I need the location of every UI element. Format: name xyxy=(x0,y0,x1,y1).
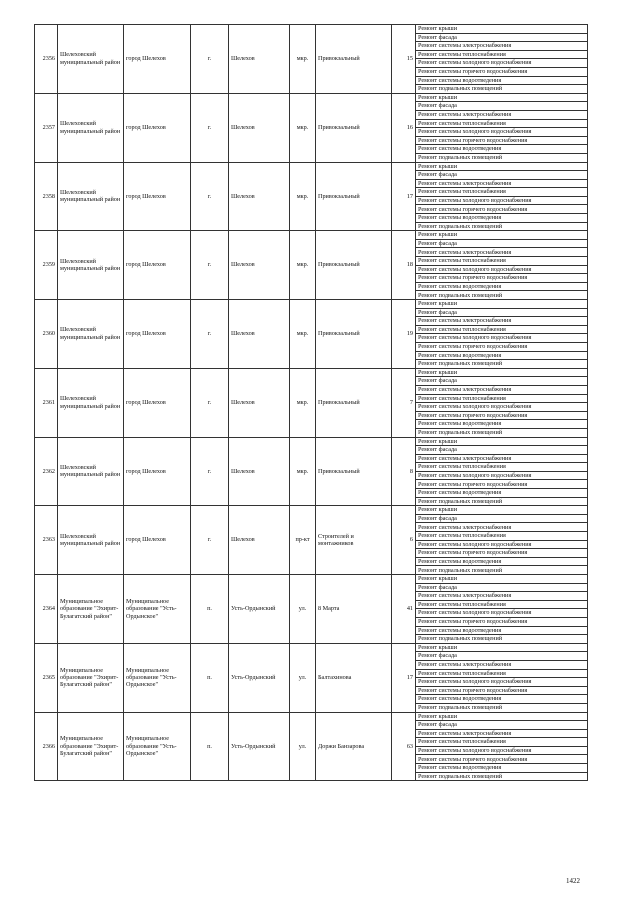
street-type-cell: ул. xyxy=(290,643,316,712)
district-cell: Шелеховский муниципальный район xyxy=(58,300,124,369)
record-number: 2356 xyxy=(35,25,58,94)
settlement-cell: Муниципальное образование "Усть-Ордынское" xyxy=(124,643,191,712)
street-type-cell: ул. xyxy=(290,712,316,781)
district-cell: Шелеховский муниципальный район xyxy=(58,93,124,162)
work-type-cell: Ремонт системы горячего водоснабжения xyxy=(416,67,588,76)
work-type-cell: Ремонт системы теплоснабжения xyxy=(416,463,588,472)
record-number: 2363 xyxy=(35,506,58,575)
house-number-cell: 19 xyxy=(392,300,416,369)
work-type-cell: Ремонт системы холодного водоснабжения xyxy=(416,678,588,687)
work-type-cell: Ремонт фасада xyxy=(416,652,588,661)
work-type-cell: Ремонт системы горячего водоснабжения xyxy=(416,136,588,145)
work-type-cell: Ремонт крыши xyxy=(416,712,588,721)
work-type-cell: Ремонт системы горячего водоснабжения xyxy=(416,411,588,420)
work-type-cell: Ремонт подвальных помещений xyxy=(416,222,588,231)
work-type-cell: Ремонт системы горячего водоснабжения xyxy=(416,755,588,764)
house-number-cell: 8 xyxy=(392,437,416,506)
locality-cell: Шелехов xyxy=(229,25,290,94)
table-row xyxy=(35,575,588,584)
street-type-cell: пр-кт xyxy=(290,506,316,575)
work-type-cell: Ремонт крыши xyxy=(416,25,588,34)
record-number: 2359 xyxy=(35,231,58,300)
street-type-cell: мкр. xyxy=(290,300,316,369)
work-type-cell: Ремонт системы водоотведения xyxy=(416,76,588,85)
work-type-cell: Ремонт подвальных помещений xyxy=(416,85,588,94)
work-type-cell: Ремонт крыши xyxy=(416,368,588,377)
work-type-cell: Ремонт системы водоотведения xyxy=(416,145,588,154)
work-type-cell: Ремонт системы горячего водоснабжения xyxy=(416,274,588,283)
locality-type-cell: г. xyxy=(191,506,229,575)
record-number: 2365 xyxy=(35,643,58,712)
work-type-cell: Ремонт фасада xyxy=(416,33,588,42)
work-type-cell: Ремонт системы электроснабжения xyxy=(416,42,588,51)
locality-cell: Усть-Ордынский xyxy=(229,575,290,644)
street-cell: Привокзальный xyxy=(316,437,392,506)
street-cell: Балтахинова xyxy=(316,643,392,712)
work-type-cell: Ремонт подвальных помещений xyxy=(416,428,588,437)
district-cell: Шелеховский муниципальный район xyxy=(58,231,124,300)
street-cell: Привокзальный xyxy=(316,231,392,300)
work-type-cell: Ремонт системы водоотведения xyxy=(416,764,588,773)
work-type-cell: Ремонт системы теплоснабжения xyxy=(416,257,588,266)
street-cell: Привокзальный xyxy=(316,25,392,94)
street-type-cell: ул. xyxy=(290,575,316,644)
work-type-cell: Ремонт подвальных помещений xyxy=(416,291,588,300)
street-type-cell: мкр. xyxy=(290,368,316,437)
work-type-cell: Ремонт крыши xyxy=(416,643,588,652)
work-type-cell: Ремонт системы водоотведения xyxy=(416,214,588,223)
record-number: 2366 xyxy=(35,712,58,781)
work-type-cell: Ремонт фасада xyxy=(416,514,588,523)
work-type-cell: Ремонт системы электроснабжения xyxy=(416,523,588,532)
work-type-cell: Ремонт системы холодного водоснабжения xyxy=(416,128,588,137)
work-type-cell: Ремонт системы горячего водоснабжения xyxy=(416,549,588,558)
work-type-cell: Ремонт фасада xyxy=(416,446,588,455)
work-type-cell: Ремонт фасада xyxy=(416,583,588,592)
table-row xyxy=(35,643,588,652)
street-type-cell: мкр. xyxy=(290,25,316,94)
work-type-cell: Ремонт фасада xyxy=(416,102,588,111)
street-cell: 8 Марта xyxy=(316,575,392,644)
work-type-cell: Ремонт системы водоотведения xyxy=(416,489,588,498)
work-type-cell: Ремонт системы холодного водоснабжения xyxy=(416,540,588,549)
record-number: 2361 xyxy=(35,368,58,437)
work-type-cell: Ремонт системы электроснабжения xyxy=(416,454,588,463)
work-type-cell: Ремонт системы электроснабжения xyxy=(416,248,588,257)
settlement-cell: город Шелехов xyxy=(124,231,191,300)
locality-type-cell: г. xyxy=(191,231,229,300)
work-type-cell: Ремонт системы теплоснабжения xyxy=(416,325,588,334)
locality-type-cell: г. xyxy=(191,162,229,231)
district-cell: Муниципальное образование "Эхирит-Булагатский район" xyxy=(58,575,124,644)
work-type-cell: Ремонт системы электроснабжения xyxy=(416,592,588,601)
work-type-cell: Ремонт фасада xyxy=(416,721,588,730)
work-type-cell: Ремонт системы электроснабжения xyxy=(416,660,588,669)
house-number-cell: 15 xyxy=(392,25,416,94)
table-row xyxy=(35,93,588,102)
settlement-cell: город Шелехов xyxy=(124,93,191,162)
district-cell: Шелеховский муниципальный район xyxy=(58,506,124,575)
locality-cell: Шелехов xyxy=(229,300,290,369)
work-type-cell: Ремонт крыши xyxy=(416,162,588,171)
page-number: 1422 xyxy=(566,877,580,885)
work-type-cell: Ремонт системы горячего водоснабжения xyxy=(416,617,588,626)
district-cell: Шелеховский муниципальный район xyxy=(58,25,124,94)
work-type-cell: Ремонт системы теплоснабжения xyxy=(416,50,588,59)
street-cell: Привокзальный xyxy=(316,162,392,231)
work-type-cell: Ремонт системы горячего водоснабжения xyxy=(416,480,588,489)
locality-cell: Усть-Ордынский xyxy=(229,712,290,781)
table-row xyxy=(35,162,588,171)
table-row xyxy=(35,231,588,240)
street-cell: Доржи Банзарова xyxy=(316,712,392,781)
work-type-cell: Ремонт системы водоотведения xyxy=(416,282,588,291)
work-type-cell: Ремонт фасада xyxy=(416,308,588,317)
work-type-cell: Ремонт подвальных помещений xyxy=(416,153,588,162)
settlement-cell: город Шелехов xyxy=(124,25,191,94)
house-number-cell: 18 xyxy=(392,231,416,300)
work-type-cell: Ремонт фасада xyxy=(416,377,588,386)
work-type-cell: Ремонт фасада xyxy=(416,239,588,248)
work-type-cell: Ремонт крыши xyxy=(416,300,588,309)
work-type-cell: Ремонт системы электроснабжения xyxy=(416,110,588,119)
work-type-cell: Ремонт системы холодного водоснабжения xyxy=(416,265,588,274)
house-number-cell: 63 xyxy=(392,712,416,781)
work-type-cell: Ремонт системы теплоснабжения xyxy=(416,669,588,678)
house-number-cell: 17 xyxy=(392,643,416,712)
locality-type-cell: г. xyxy=(191,437,229,506)
street-type-cell: мкр. xyxy=(290,437,316,506)
work-type-cell: Ремонт крыши xyxy=(416,231,588,240)
settlement-cell: Муниципальное образование "Усть-Ордынское" xyxy=(124,712,191,781)
work-type-cell: Ремонт подвальных помещений xyxy=(416,497,588,506)
house-number-cell: 16 xyxy=(392,93,416,162)
street-cell: Привокзальный xyxy=(316,93,392,162)
record-number: 2358 xyxy=(35,162,58,231)
district-cell: Шелеховский муниципальный район xyxy=(58,162,124,231)
work-type-cell: Ремонт системы холодного водоснабжения xyxy=(416,196,588,205)
street-cell: Привокзальный xyxy=(316,300,392,369)
locality-type-cell: г. xyxy=(191,93,229,162)
locality-type-cell: г. xyxy=(191,368,229,437)
work-type-cell: Ремонт системы электроснабжения xyxy=(416,317,588,326)
settlement-cell: город Шелехов xyxy=(124,300,191,369)
locality-type-cell: п. xyxy=(191,575,229,644)
table-row xyxy=(35,300,588,309)
settlement-cell: город Шелехов xyxy=(124,162,191,231)
work-type-cell: Ремонт подвальных помещений xyxy=(416,772,588,781)
work-type-cell: Ремонт крыши xyxy=(416,437,588,446)
settlement-cell: город Шелехов xyxy=(124,437,191,506)
work-type-cell: Ремонт фасада xyxy=(416,171,588,180)
district-cell: Муниципальное образование "Эхирит-Булагатский район" xyxy=(58,643,124,712)
locality-cell: Усть-Ордынский xyxy=(229,643,290,712)
work-type-cell: Ремонт системы теплоснабжения xyxy=(416,600,588,609)
district-cell: Муниципальное образование "Эхирит-Булагатский район" xyxy=(58,712,124,781)
work-type-cell: Ремонт системы теплоснабжения xyxy=(416,738,588,747)
settlement-cell: город Шелехов xyxy=(124,506,191,575)
table-body xyxy=(35,25,588,781)
record-number: 2360 xyxy=(35,300,58,369)
table-row xyxy=(35,368,588,377)
work-type-cell: Ремонт системы холодного водоснабжения xyxy=(416,334,588,343)
work-type-cell: Ремонт системы холодного водоснабжения xyxy=(416,59,588,68)
work-type-cell: Ремонт системы теплоснабжения xyxy=(416,394,588,403)
table-row xyxy=(35,506,588,515)
street-cell: Привокзальный xyxy=(316,368,392,437)
table-row xyxy=(35,437,588,446)
work-type-cell: Ремонт крыши xyxy=(416,575,588,584)
street-type-cell: мкр. xyxy=(290,231,316,300)
locality-cell: Шелехов xyxy=(229,437,290,506)
street-cell: Строителей и монтажников xyxy=(316,506,392,575)
locality-cell: Шелехов xyxy=(229,506,290,575)
locality-cell: Шелехов xyxy=(229,368,290,437)
locality-type-cell: г. xyxy=(191,25,229,94)
locality-cell: Шелехов xyxy=(229,162,290,231)
house-number-cell: 6 xyxy=(392,506,416,575)
work-type-cell: Ремонт системы холодного водоснабжения xyxy=(416,403,588,412)
work-type-cell: Ремонт подвальных помещений xyxy=(416,703,588,712)
work-type-cell: Ремонт системы холодного водоснабжения xyxy=(416,471,588,480)
work-type-cell: Ремонт системы теплоснабжения xyxy=(416,188,588,197)
work-type-cell: Ремонт крыши xyxy=(416,506,588,515)
work-type-cell: Ремонт системы теплоснабжения xyxy=(416,532,588,541)
work-type-cell: Ремонт системы холодного водоснабжения xyxy=(416,746,588,755)
work-type-cell: Ремонт крыши xyxy=(416,93,588,102)
house-number-cell: 17 xyxy=(392,162,416,231)
work-type-cell: Ремонт системы водоотведения xyxy=(416,420,588,429)
street-type-cell: мкр. xyxy=(290,93,316,162)
record-number: 2364 xyxy=(35,575,58,644)
table-row xyxy=(35,25,588,34)
house-number-cell: 41 xyxy=(392,575,416,644)
locality-cell: Шелехов xyxy=(229,231,290,300)
work-type-cell: Ремонт системы водоотведения xyxy=(416,557,588,566)
locality-type-cell: п. xyxy=(191,643,229,712)
work-type-cell: Ремонт системы электроснабжения xyxy=(416,385,588,394)
street-type-cell: мкр. xyxy=(290,162,316,231)
work-type-cell: Ремонт системы горячего водоснабжения xyxy=(416,342,588,351)
settlement-cell: Муниципальное образование "Усть-Ордынское" xyxy=(124,575,191,644)
house-number-cell: 7 xyxy=(392,368,416,437)
locality-type-cell: г. xyxy=(191,300,229,369)
work-type-cell: Ремонт системы водоотведения xyxy=(416,626,588,635)
settlement-cell: город Шелехов xyxy=(124,368,191,437)
work-type-cell: Ремонт системы теплоснабжения xyxy=(416,119,588,128)
district-cell: Шелеховский муниципальный район xyxy=(58,437,124,506)
work-type-cell: Ремонт подвальных помещений xyxy=(416,566,588,575)
work-type-cell: Ремонт системы холодного водоснабжения xyxy=(416,609,588,618)
table-row xyxy=(35,712,588,721)
work-type-cell: Ремонт системы электроснабжения xyxy=(416,729,588,738)
record-number: 2362 xyxy=(35,437,58,506)
work-type-cell: Ремонт подвальных помещений xyxy=(416,360,588,369)
work-type-cell: Ремонт системы водоотведения xyxy=(416,351,588,360)
work-type-cell: Ремонт подвальных помещений xyxy=(416,635,588,644)
locality-cell: Шелехов xyxy=(229,93,290,162)
housing-repair-table xyxy=(34,24,588,781)
work-type-cell: Ремонт системы электроснабжения xyxy=(416,179,588,188)
work-type-cell: Ремонт системы водоотведения xyxy=(416,695,588,704)
locality-type-cell: п. xyxy=(191,712,229,781)
record-number: 2357 xyxy=(35,93,58,162)
work-type-cell: Ремонт системы горячего водоснабжения xyxy=(416,686,588,695)
district-cell: Шелеховский муниципальный район xyxy=(58,368,124,437)
work-type-cell: Ремонт системы горячего водоснабжения xyxy=(416,205,588,214)
